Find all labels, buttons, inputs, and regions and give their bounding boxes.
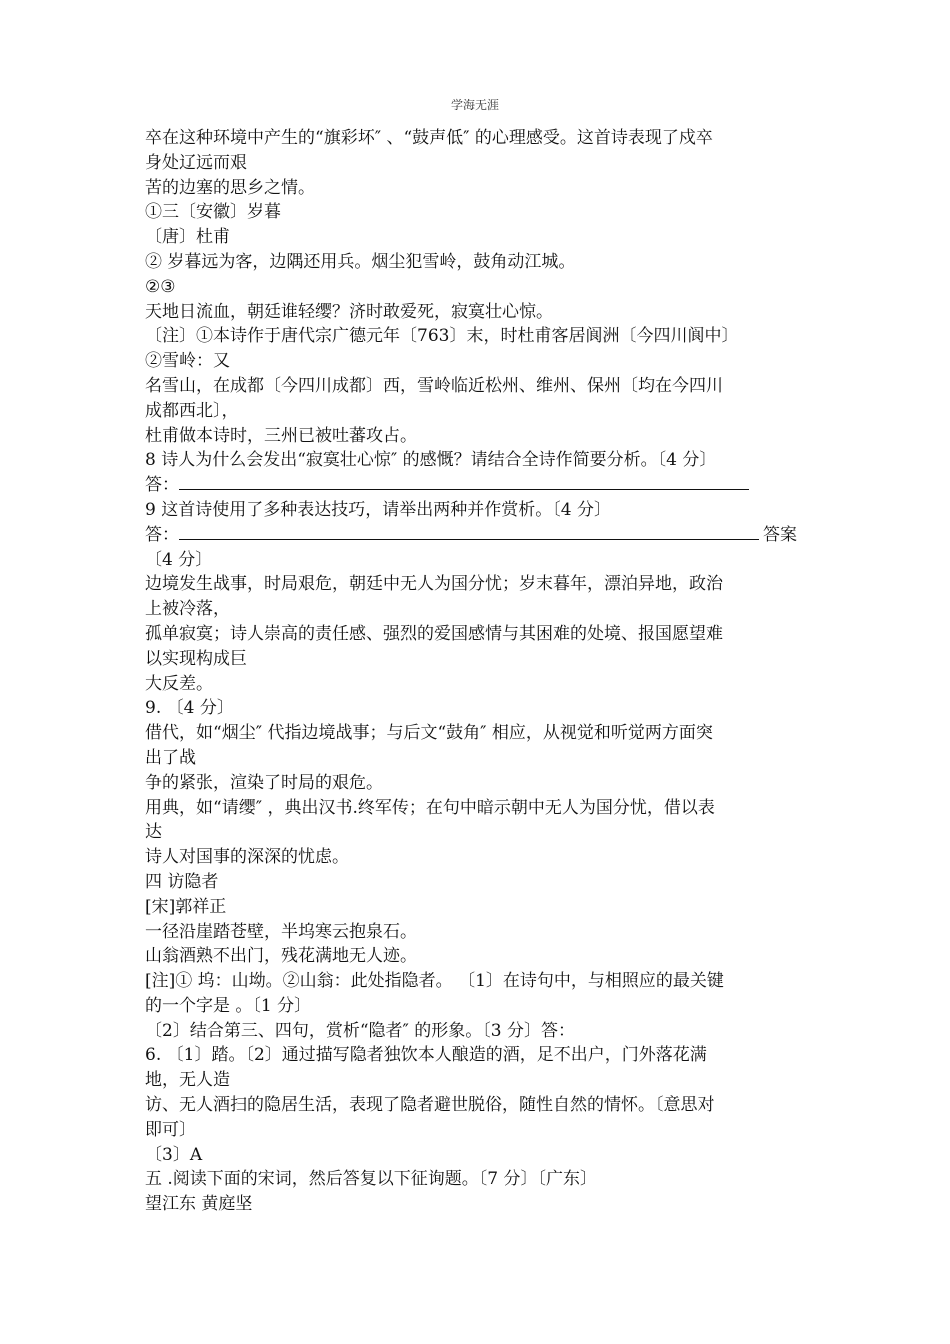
document-body (145, 126, 805, 1217)
text-line: 6. 〔1〕踏。〔2〕通过描写隐者独饮本人酿造的酒，足不出户，门外落花满 (145, 1045, 707, 1066)
answer-label: 答： (145, 475, 179, 496)
text-line: 边境发生战事，时局艰危，朝廷中无人为国分忧；岁末暮年，漂泊异地，政治 (145, 574, 723, 595)
text-line: 争的紧张，渲染了时局的艰危。 (145, 772, 383, 793)
section-heading: 五 .阅读下面的宋词，然后答复以下征询题。〔7 分〕〔广东〕 (145, 1169, 598, 1190)
text-line: ②雪岭：又 (145, 351, 230, 372)
text-line: 孤单寂寞；诗人崇高的责任感、强烈的爱国感情与其困难的处境、报国愿望难 (145, 623, 723, 644)
section-heading: 四 访隐者 (145, 871, 219, 892)
answer-blank (179, 524, 759, 540)
text-line: 出了战 (145, 747, 196, 768)
text-line: 杜甫做本诗时，三州已被吐蕃攻占。 (145, 425, 417, 446)
text-line: 名雪山，在成都〔今四川成都〕西，雪岭临近松州、维州、保州〔均在今四川 (145, 375, 723, 396)
text-line: 身处辽远而艰 (145, 152, 247, 173)
text-line: 〔唐〕杜甫 (145, 227, 230, 248)
text-line: 望江东 黄庭坚 (145, 1194, 253, 1215)
text-line: 成都西北〕， (145, 400, 239, 421)
text-line: 借代，如“烟尘″ 代指边境战事；与后文“鼓角″ 相应，从视觉和听觉两方面突 (145, 723, 713, 744)
text-line: 即可〕 (145, 1119, 196, 1140)
text-line: 的一个字是 。〔1 分〕 (145, 995, 312, 1016)
text-line: 天地日流血，朝廷谁轻缨？济时敢爱死，寂寞壮心惊。 (145, 301, 553, 322)
answer-label: 答： (145, 524, 179, 545)
question-8: 8 诗人为什么会发出“寂寞壮心惊″ 的感慨？请结合全诗作简要分析。〔4 分〕 (145, 450, 717, 471)
text-line: ①三〔安徽〕岁暮 (145, 202, 281, 223)
text-line: 卒在这种环境中产生的“旗彩坏″ 、“鼓声低″ 的心理感受。这首诗表现了戍卒 (145, 128, 713, 148)
text-line: 以实现构成巨 (145, 648, 247, 669)
text-line: 一径沿崖踏苍壁，半坞寒云抱泉石。 (145, 921, 417, 942)
text-line: [宋]郭祥正 (145, 896, 227, 917)
answer-line-9 (145, 523, 805, 548)
text-line: 〔注〕①本诗作于唐代宗广德元年〔763〕末，时杜甫客居阆洲〔今四川阆中〕 (145, 326, 739, 347)
text-line: 大反差。 (145, 673, 213, 694)
text-line: 用典，如“请缨″ ，典出汉书.终军传；在句中暗示朝中无人为国分忧，借以表 (145, 797, 715, 818)
answer-key-label: 答案 (763, 524, 797, 545)
answer-line-8 (145, 473, 805, 498)
text-line: 山翁酒熟不出门，残花满地无人迹。 (145, 946, 417, 967)
question-9: 9 这首诗使用了多种表达技巧，请举出两种并作赏析。〔4 分〕 (145, 499, 611, 520)
text-line: 达 (145, 822, 162, 843)
text-line: 地，无人造 (145, 1070, 230, 1091)
answer-blank (179, 474, 749, 490)
text-line: [注]① 坞：山坳。②山翁：此处指隐者。 〔1〕在诗句中，与相照应的最关键 (145, 971, 724, 992)
text-line: ② 岁暮远为客，边隅还用兵。烟尘犯雪岭，鼓角动江城。 (145, 251, 576, 272)
text-line: ②③ (145, 276, 176, 297)
text-line: 诗人对国事的深深的忧虑。 (145, 847, 349, 868)
text-line: 〔3〕A (145, 1144, 203, 1165)
text-line: 上被冷落， (145, 599, 230, 620)
text-line: 〔4 分〕 (145, 549, 213, 570)
text-line: 苦的边塞的思乡之情。 (145, 177, 315, 198)
page-header: 学海无涯 (450, 98, 499, 112)
text-line: 访、无人酒扫的隐居生活，表现了隐者避世脱俗，随性自然的情怀。〔意思对 (145, 1095, 715, 1116)
text-line: 9. 〔4 分〕 (145, 698, 234, 719)
text-line: 〔2〕结合第三、四句，赏析“隐者″ 的形象。〔3 分〕答： (145, 1020, 575, 1041)
